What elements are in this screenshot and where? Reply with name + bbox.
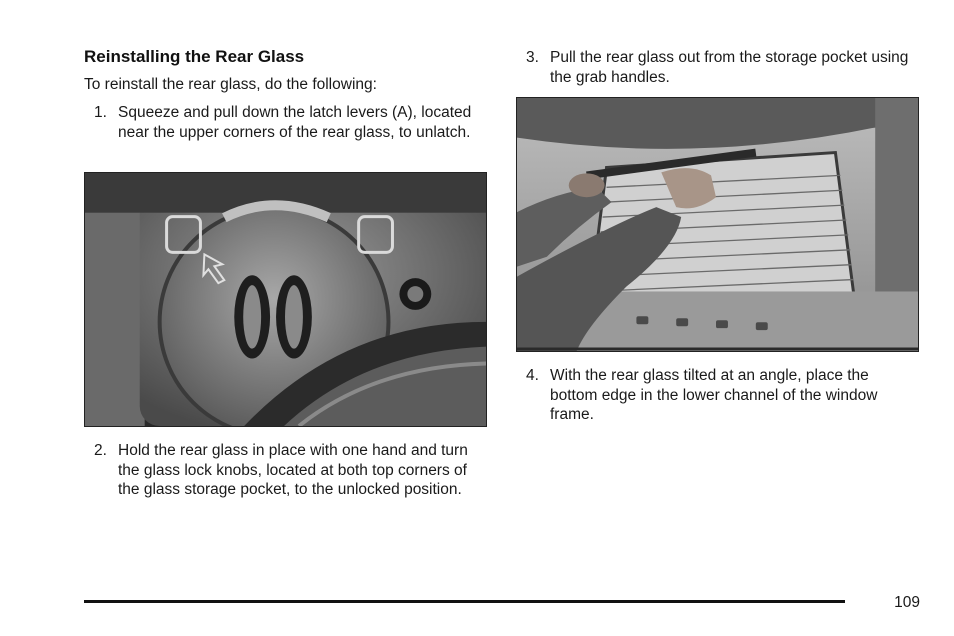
step-3 xyxy=(516,48,920,87)
lock-knob-illustration xyxy=(85,173,486,426)
footer-rule xyxy=(84,600,845,603)
photo-lock-knob xyxy=(84,172,487,427)
page-number: 109 xyxy=(894,594,920,611)
step-number: 2. xyxy=(94,442,107,459)
photo-glass-removal xyxy=(516,97,919,352)
step-number: 1. xyxy=(94,104,107,121)
step-number: 4. xyxy=(526,367,539,384)
step-text: Hold the rear glass in place with one hand and turn the glass lock knobs, located at both top corners of the glass storage pocket, to the unlocked position. xyxy=(118,442,468,498)
intro-text: To reinstall the rear glass, do the following: xyxy=(84,76,377,93)
step-4 xyxy=(516,366,920,425)
step-text: With the rear glass tilted at an angle, place the bottom edge in the lower channel of the window frame. xyxy=(550,367,878,423)
step-number: 3. xyxy=(526,49,539,66)
step-text: Squeeze and pull down the latch levers (A), located near the upper corners of the rear glass, to unlatch. xyxy=(118,104,472,141)
glass-removal-illustration xyxy=(517,98,918,351)
step-text: Pull the rear glass out from the storage pocket using the grab handles. xyxy=(550,49,909,86)
step-1 xyxy=(84,103,488,142)
step-2 xyxy=(84,441,488,500)
section-title: Reinstalling the Rear Glass xyxy=(84,47,305,66)
